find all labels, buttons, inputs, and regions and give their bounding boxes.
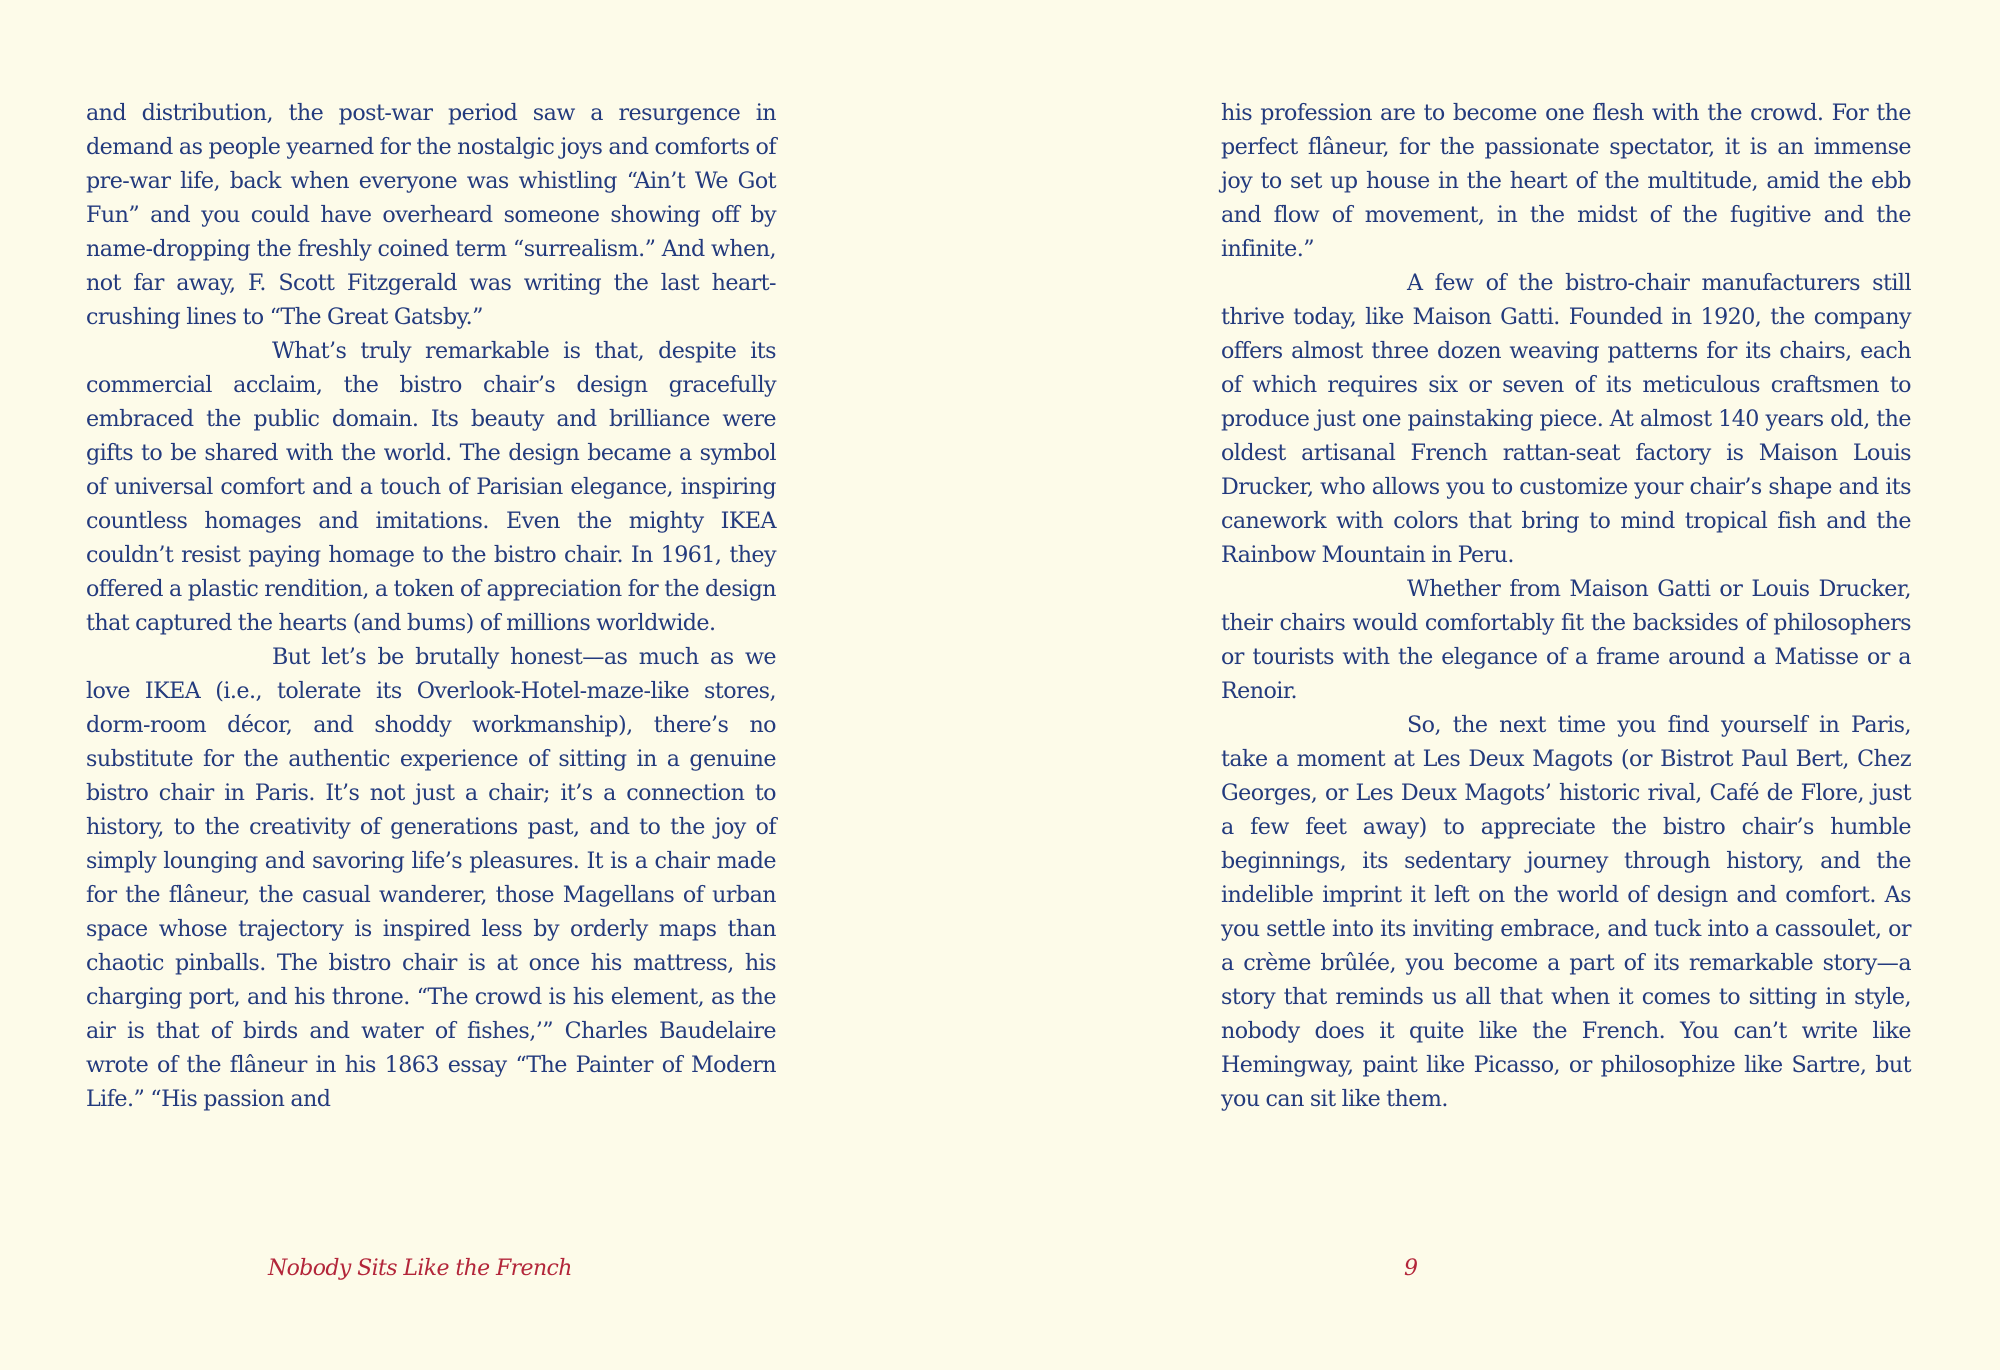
right-page [1221, 96, 1911, 1116]
running-title: Nobody Sits Like the French [268, 1256, 572, 1281]
left-paragraph-2: What’s truly remarkable is that, despite its commercial acclaim, the bistro chair’s design gracefully embraced the public domain. Its beauty and brilliance were gifts to be shared with the world. The design became a symbol of universal comfort and a touch of Parisian elegance, inspiring countless homages and imitations. Even the mighty IKEA couldn’t resist paying homage to the bistro chair. In 1961, they offered a plastic rendition, a token of appreciation for the design that captured the hearts (and bums) of millions worldwide. [86, 338, 776, 636]
left-page [86, 96, 776, 1116]
right-paragraph-3: Whether from Maison Gatti or Louis Drucker, their chairs would comfortably fit the backsides of philosophers or tourists with the elegance of a frame around a Matisse or a Renoir. [1221, 576, 1911, 704]
right-paragraph-4: So, the next time you find yourself in Paris, take a moment at Les Deux Magots (or Bistrot Paul Bert, Chez Georges, or Les Deux Magots’ historic rival, Café de Flore, just a few feet away) to appreciate the bistro chair’s humble beginnings, its sedentary journey through history, and the indelible imprint it left on the world of design and comfort. As you settle into its inviting embrace, and tuck into a cassoulet, or a crème brûlée, you become a part of its remarkable story—a story that reminds us all that when it comes to sitting in style, nobody does it quite like the French. You can’t write like Hemingway, paint like Picasso, or philosophize like Sartre, but you can sit like them. [1221, 712, 1911, 1112]
left-paragraph-3: But let’s be brutally honest—as much as we love IKEA (i.e., tolerate its Overlook-Hotel-maze-like stores, dorm-room décor, and shoddy workmanship), there’s no substitute for the authentic experience of sitting in a genuine bistro chair in Paris. It’s not just a chair; it’s a connection to history, to the creativity of generations past, and to the joy of simply lounging and savoring life’s pleasures. It is a chair made for the flâneur, the casual wanderer, those Magellans of urban space whose trajectory is inspired less by orderly maps than chaotic pinballs. The bistro chair is at once his mattress, his charging port, and his throne. “The crowd is his element, as the air is that of birds and water of fishes,’” Charles Baudelaire wrote of the flâneur in his 1863 essay “The Painter of Modern Life.” “His passion and [86, 644, 776, 1112]
left-paragraph-1: and distribution, the post-war period saw a resurgence in demand as people yearned for the nostalgic joys and comforts of pre-war life, back when everyone was whistling “Ain’t We Got Fun” and you could have overheard someone showing off by name-dropping the freshly coined term “surrealism.” And when, not far away, F. Scott Fitzgerald was writing the last heart-crushing lines to “The Great Gatsby.” [86, 100, 776, 330]
right-paragraph-1: his profession are to become one flesh with the crowd. For the perfect flâneur, for the passionate spectator, it is an immense joy to set up house in the heart of the multitude, amid the ebb and flow of movement, in the midst of the fugitive and the infinite.” [1221, 100, 1911, 262]
page-number: 9 [1404, 1256, 1418, 1281]
right-paragraph-2: A few of the bistro-chair manufacturers still thrive today, like Maison Gatti. Founded in 1920, the company offers almost three dozen weaving patterns for its chairs, each of which requires six or seven of its meticulous craftsmen to produce just one painstaking piece. At almost 140 years old, the oldest artisanal French rattan-seat factory is Maison Louis Drucker, who allows you to customize your chair’s shape and its canework with colors that bring to mind tropical fish and the Rainbow Mountain in Peru. [1221, 270, 1911, 568]
